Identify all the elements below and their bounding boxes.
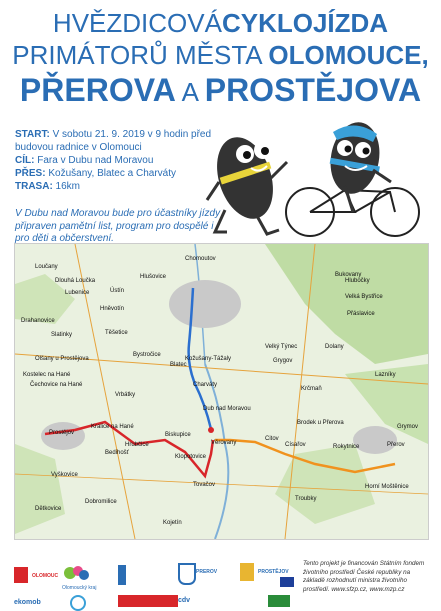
prerov-logo xyxy=(178,563,196,585)
map-place-label: Vyškovice xyxy=(51,472,78,478)
ministry-logo xyxy=(70,595,86,611)
map-place-label: Císařov xyxy=(285,442,306,448)
map-place-label: Hlubočky xyxy=(345,278,370,284)
olomoucky-kraj-logo xyxy=(62,565,108,587)
olomouc-logo xyxy=(14,567,28,583)
title-line-2 xyxy=(0,40,441,70)
project-funding-text: Tento projekt je financován Státním fondem životního prostředí České republiky na základě rozhodnutí ministra životního prostředí. www.sfzp.cz, www.mzp.cz xyxy=(303,560,425,593)
map-place-label: Kojetín xyxy=(163,520,182,526)
title-prostejova: PROSTĚJOVA xyxy=(204,72,422,108)
trasa-row xyxy=(15,180,235,193)
map-place-label: Přerov xyxy=(387,442,405,448)
ekomob-logo: ekomob xyxy=(14,599,41,606)
map-place-label: Citov xyxy=(265,436,279,442)
map-place-label: Troubky xyxy=(295,496,317,502)
map-background xyxy=(15,244,428,539)
map-place-label: Dub nad Moravou xyxy=(203,406,251,412)
cil-label: CÍL: xyxy=(15,155,35,166)
map-place-label: Chomoutov xyxy=(185,256,216,262)
map-place-label: Bystročice xyxy=(133,352,161,358)
map-place-label: Dětkovice xyxy=(35,506,62,512)
map-place-label: Dlouhá Loučka xyxy=(55,278,96,284)
map-place-label: Lazníky xyxy=(375,372,396,378)
map-place-label: Dobromilice xyxy=(85,499,117,505)
map-place-label: Těšetice xyxy=(105,330,128,336)
cil-text: Fara v Dubu nad Moravou xyxy=(34,155,154,166)
map-place-label: Věrovany xyxy=(211,440,237,446)
olomoucky-kraj-text: Olomoucký kraj xyxy=(62,585,97,591)
title-prerova: PŘEROVA xyxy=(19,72,176,108)
cdv-logo: cdv xyxy=(178,597,191,604)
map-place-label: Loučany xyxy=(35,264,58,270)
map-place-label: Charváty xyxy=(193,382,218,388)
map-place-label: Ústín xyxy=(110,288,125,294)
finish-marker xyxy=(208,427,214,433)
start-label: START: xyxy=(15,129,50,140)
map-place-label: Čechovice na Hané xyxy=(30,382,83,388)
eu-flag-icon xyxy=(280,577,294,587)
title-line-3 xyxy=(0,72,441,110)
map-place-label: Blatec xyxy=(170,362,187,368)
map-place-label: Brodek u Přerova xyxy=(297,420,344,426)
start-row xyxy=(15,128,235,154)
pres-label: PŘES: xyxy=(15,168,46,179)
map-place-label: Olšany u Prostějova xyxy=(35,356,89,362)
olomouc-logo-text: OLOMOUC xyxy=(32,573,59,579)
map-place-label: Klopotovice xyxy=(175,454,207,460)
map-place-label: Prostějov xyxy=(49,430,75,436)
map-place-label: Bedihošť xyxy=(105,450,129,456)
ministry-logo-2 xyxy=(118,595,178,607)
univerzita-logo xyxy=(118,565,126,585)
map-place-label: Kostelec na Hané xyxy=(23,372,71,378)
map-place-label: Velká Bystřice xyxy=(345,294,383,300)
map-place-label: Slatinky xyxy=(51,332,73,338)
pres-text: Kožušany, Blatec a Charváty xyxy=(45,168,176,179)
title-line-1 xyxy=(0,8,441,38)
map-place-label: Horní Moštěnice xyxy=(365,484,409,490)
title-cyklojizda: CYKLOJÍZDA xyxy=(221,8,389,38)
map-place-label: Tovačov xyxy=(193,482,216,488)
map-place-label: Grygov xyxy=(273,358,293,364)
sfzp-logo xyxy=(268,595,290,607)
map-place-label: Grymov xyxy=(397,424,418,430)
map-place-label: Biskupice xyxy=(165,432,191,438)
prerov-logo-text: PREROV xyxy=(196,569,218,575)
cyclist-character-icon xyxy=(286,120,419,236)
map-place-label: Bukovany xyxy=(335,272,362,278)
map-place-label: Lubenice xyxy=(65,290,90,296)
pres-row xyxy=(15,167,235,180)
map-place-label: Hlušovice xyxy=(140,274,167,280)
left-character-icon xyxy=(207,130,287,234)
cyclists-illustration xyxy=(205,120,435,242)
map-place-label: Drahanovice xyxy=(21,318,55,324)
event-info xyxy=(15,128,235,193)
map-place-label: Rokytnice xyxy=(333,444,360,450)
event-note: V Dubu nad Moravou bude pro účastníky jízdy připraven pamětní list, program pro dospělé i pro děti a občerstvení. xyxy=(15,208,221,244)
map-place-label: Kožušany-Tážaly xyxy=(185,356,232,362)
title-olomouce: OLOMOUCE, xyxy=(268,40,429,70)
map-place-label: Dolany xyxy=(325,344,344,350)
map-place-label: Přáslavice xyxy=(347,311,375,317)
title-a: A xyxy=(175,77,205,107)
map-place-label: Hrubčice xyxy=(125,442,149,448)
trasa-text: 16km xyxy=(52,181,81,192)
cil-row xyxy=(15,154,235,167)
route-map xyxy=(14,243,429,540)
map-place-label: Velký Týnec xyxy=(265,344,298,350)
map-place-label: Hněvotín xyxy=(100,306,125,312)
trasa-label: TRASA: xyxy=(15,181,53,192)
map-place-label: Vrbátky xyxy=(115,392,136,398)
map-place-label: Kralice na Hané xyxy=(91,424,134,430)
start-text: V sobotu 21. 9. 2019 v 9 hodin před budovou radnice v Olomouci xyxy=(15,129,212,153)
prostejov-logo-text: PROSTĚJOV xyxy=(258,569,289,575)
map-place-label: Krčmaň xyxy=(301,386,322,392)
title-hvezdicova: HVĚZDICOVÁ xyxy=(52,8,222,38)
title-primatoru: PRIMÁTORŮ MĚSTA xyxy=(12,40,269,70)
prostejov-logo xyxy=(240,563,254,581)
